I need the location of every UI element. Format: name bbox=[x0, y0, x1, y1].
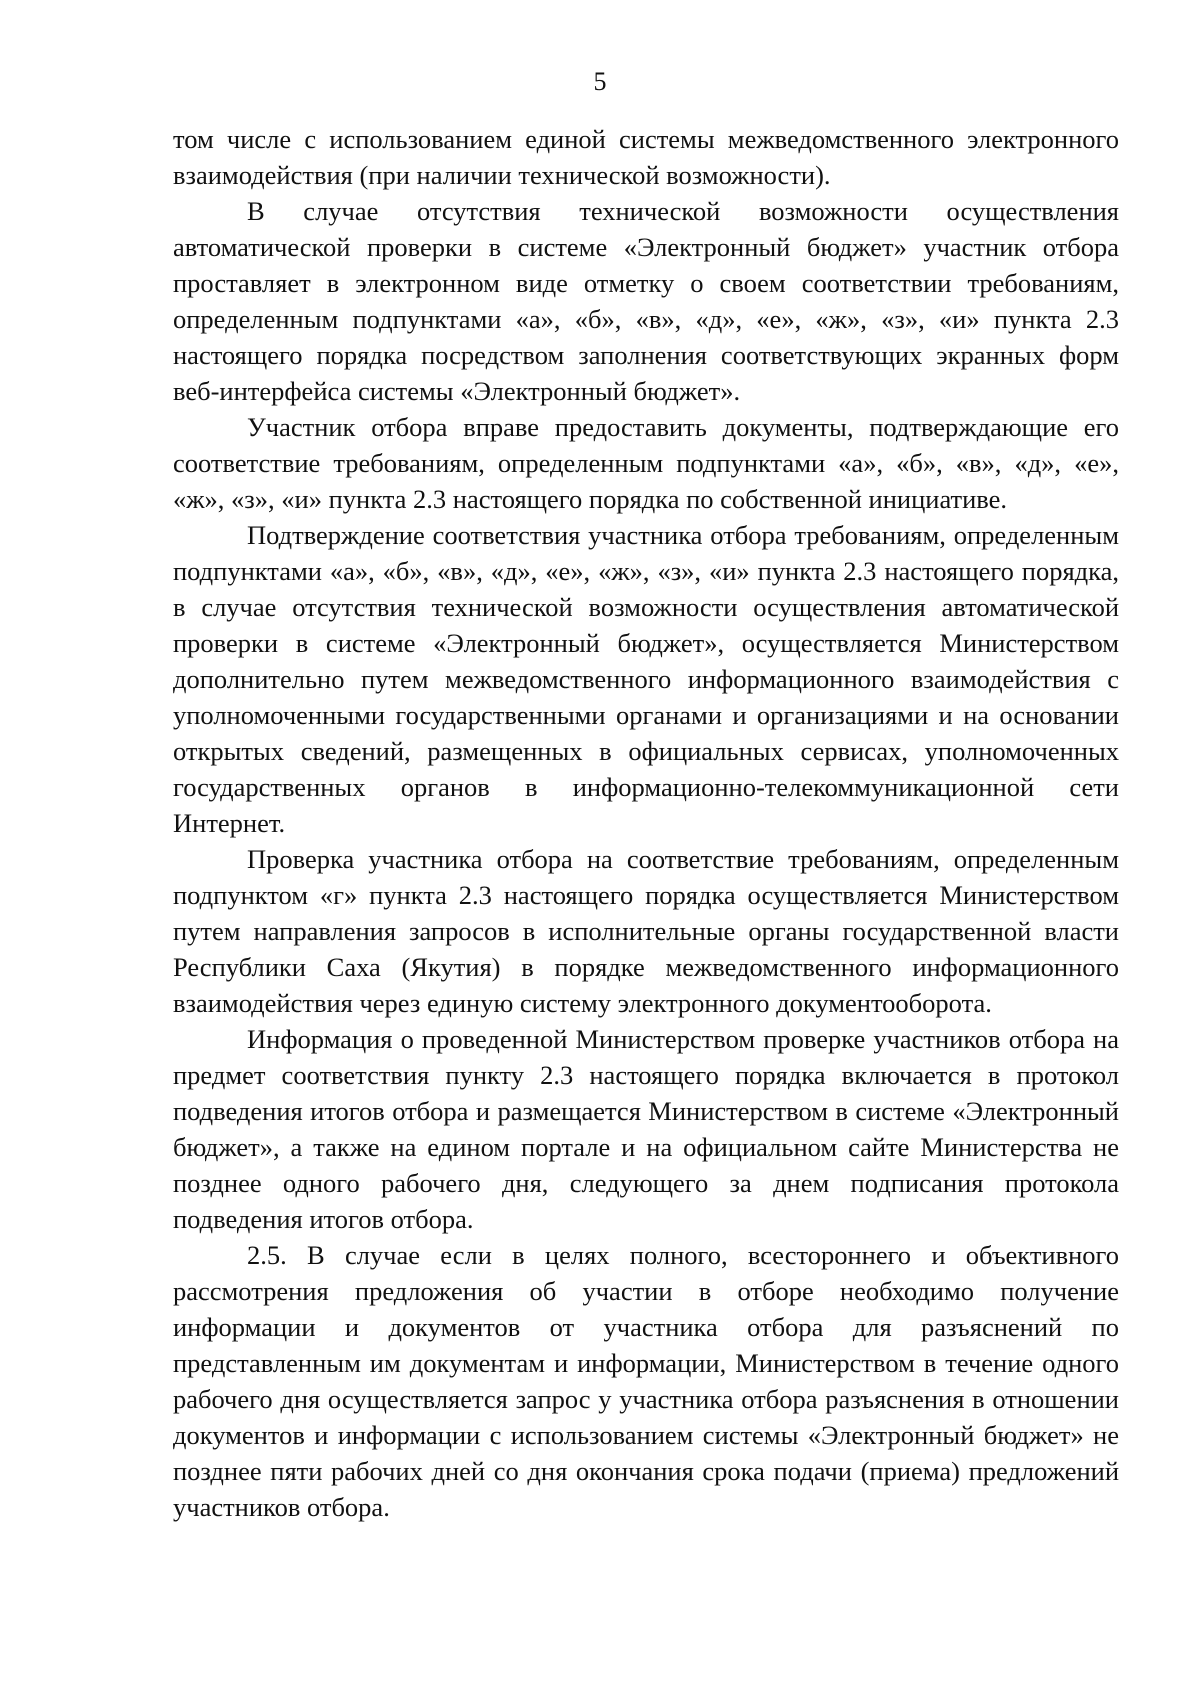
page-number: 5 bbox=[593, 67, 607, 96]
paragraph-confirmation: Подтверждение соответствия участника отбора требованиям, определенным подпунктами «а», «б», «в», «д», «е», «ж», «з», «и» пункта 2.3 настоящего порядка, в случае отсутствия технической возможности осуществления автоматической проверки в системе «Электронный бюджет», осуществляется Министерством дополнительно путем межведомственного информационного взаимодействия с уполномоченными государственными органами и организациями и на основании открытых сведений, размещенных в официальных сервисах, уполномоченных государственных органов в информационно-телекоммуникационной сети Интернет. bbox=[173, 520, 1119, 838]
paragraph-continuation: том числе с использованием единой системы межведомственного электронного взаимодействия (при наличии технической возможности). bbox=[173, 124, 1119, 190]
paragraph-clause-2-5: 2.5. В случае если в целях полного, всестороннего и объективного рассмотрения предложения об участии в отборе необходимо получение информации и документов от участника отбора для разъяснений по представленным им документам и информации, Министерством в течение одного рабочего дня осуществляется запрос у участника отбора разъяснения в отношении документов и информации с использованием системы «Электронный бюджет» не позднее пяти рабочих дней со дня окончания срока подачи (приема) предложений участников отбора. bbox=[173, 1240, 1119, 1522]
paragraph-no-technical-possibility: В случае отсутствия технической возможности осуществления автоматической проверки в системе «Электронный бюджет» участник отбора проставляет в электронном виде отметку о своем соответствии требованиям, определенным подпунктами «а», «б», «в», «д», «е», «ж», «з», «и» пункта 2.3 настоящего порядка посредством заполнения соответствующих экранных форм веб-интерфейса системы «Электронный бюджет». bbox=[173, 196, 1119, 406]
paragraph-own-initiative: Участник отбора вправе предоставить документы, подтверждающие его соответствие требованиям, определенным подпунктами «а», «б», «в», «д», «е», «ж», «з», «и» пункта 2.3 настоящего порядка по собственной инициативе. bbox=[173, 412, 1119, 514]
paragraph-check-information: Информация о проведенной Министерством проверке участников отбора на предмет соответствия пункту 2.3 настоящего порядка включается в протокол подведения итогов отбора и размещается Министерством в системе «Электронный бюджет», а также на едином портале и на официальном сайте Министерства не позднее одного рабочего дня, следующего за днем подписания протокола подведения итогов отбора. bbox=[173, 1024, 1119, 1234]
paragraph-check-subparagraph-g: Проверка участника отбора на соответствие требованиям, определенным подпунктом «г» пункта 2.3 настоящего порядка осуществляется Министерством путем направления запросов в исполнительные органы государственной власти Республики Саха (Якутия) в порядке межведомственного информационного взаимодействия через единую систему электронного документооборота. bbox=[173, 844, 1119, 1018]
document-body bbox=[173, 121, 1119, 1525]
